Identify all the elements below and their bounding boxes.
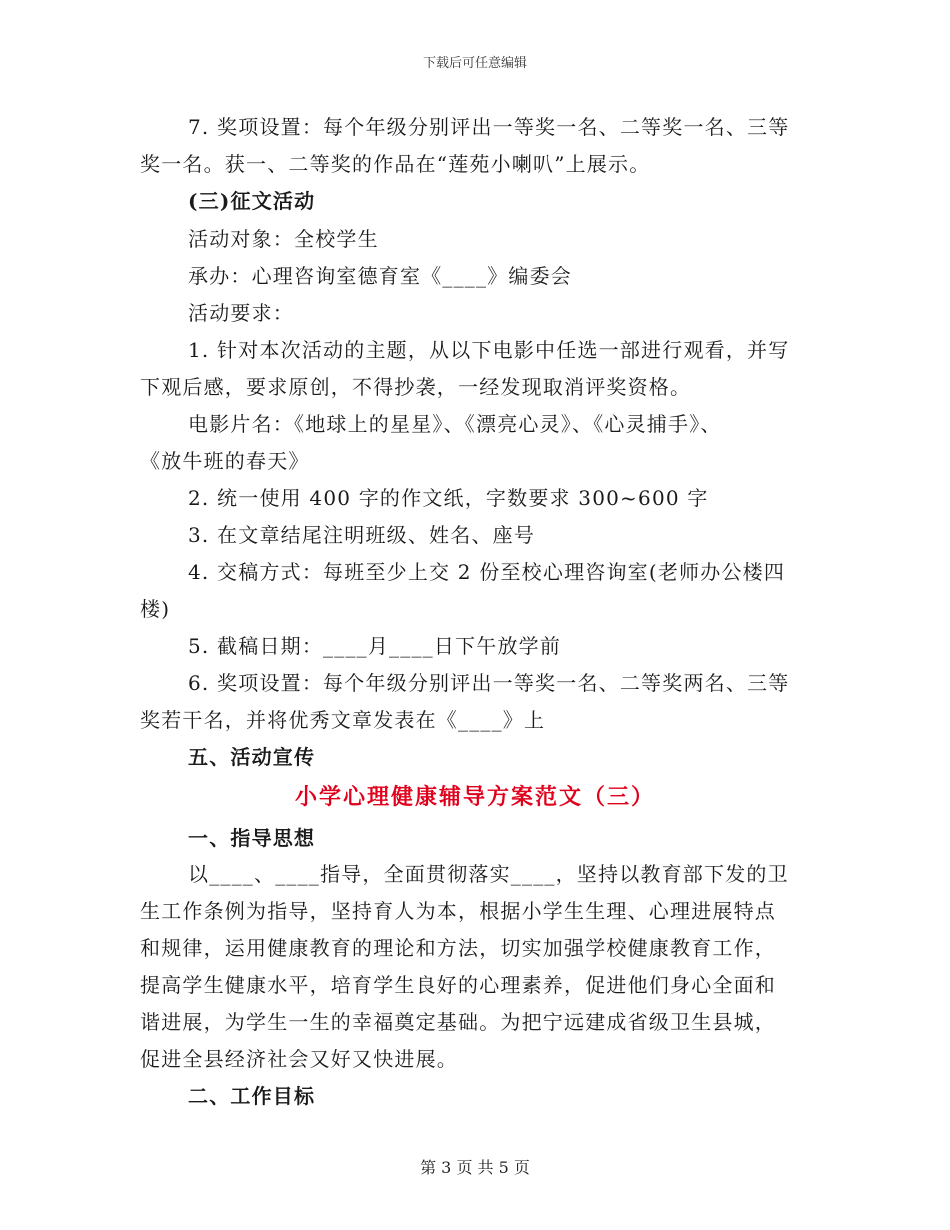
paragraph-line: 2. 统一使用 400 字的作文纸，字数要求 300~600 字	[188, 486, 709, 510]
paragraph-line: 以____、____指导，全面贯彻落实____，坚持以教育部下发的卫	[188, 862, 789, 886]
paragraph-line: 3. 在文章结尾注明班级、姓名、座号	[188, 523, 536, 547]
paragraph-line: 奖若干名，并将优秀文章发表在《____》上	[140, 708, 546, 732]
paragraph-line: 谐进展，为学生一生的幸福奠定基础。为把宁远建成省级卫生县城，	[140, 1010, 776, 1034]
paragraph-line: 奖一名。获一、二等奖的作品在“莲苑小喇叭”上展示。	[140, 152, 651, 176]
section-heading: 二、工作目标	[188, 1084, 316, 1108]
document-title: 小学心理健康辅导方案范文（三）	[294, 784, 655, 810]
paragraph-line: 生工作条例为指导，坚持育人为本，根据小学生生理、心理进展特点	[140, 899, 776, 923]
paragraph-line: 7. 奖项设置：每个年级分别评出一等奖一名、二等奖一名、三等	[188, 115, 790, 139]
paragraph-line: 楼)	[140, 597, 171, 621]
section-heading: 一、指导思想	[188, 826, 316, 850]
paragraph-line: 电影片名：《地球上的星星》、《漂亮心灵》、《心灵捕手》、	[188, 412, 722, 436]
paragraph-line: 承办：心理咨询室德育室《____》编委会	[188, 264, 572, 288]
paragraph-line: 下观后感，要求原创，不得抄袭，一经发现取消评奖资格。	[140, 375, 692, 399]
page-footer: 第 3 页 共 5 页	[420, 1158, 530, 1177]
section-heading: 五、活动宣传	[188, 745, 316, 769]
paragraph-line: 6. 奖项设置：每个年级分别评出一等奖一名、二等奖两名、三等	[188, 671, 790, 695]
section-heading: (三)征文活动	[188, 189, 316, 213]
paragraph-line: 和规律，运用健康教育的理论和方法，切实加强学校健康教育工作，	[140, 936, 776, 960]
paragraph-line: 活动对象：全校学生	[188, 227, 379, 251]
paragraph-line: 5. 截稿日期：____月____日下午放学前	[188, 634, 562, 658]
paragraph-line: 活动要求：	[188, 301, 294, 325]
paragraph-line: 1. 针对本次活动的主题，从以下电影中任选一部进行观看，并写	[188, 338, 790, 362]
paragraph-line: 4. 交稿方式：每班至少上交 2 份至校心理咨询室(老师办公楼四	[188, 560, 786, 584]
paragraph-line: 提高学生健康水平，培育学生良好的心理素养，促进他们身心全面和	[140, 973, 776, 997]
page-header: 下载后可任意编辑	[422, 56, 527, 71]
paragraph-line: 《放牛班的春天》	[140, 449, 310, 473]
paragraph-line: 促进全县经济社会又好又快进展。	[140, 1047, 458, 1071]
